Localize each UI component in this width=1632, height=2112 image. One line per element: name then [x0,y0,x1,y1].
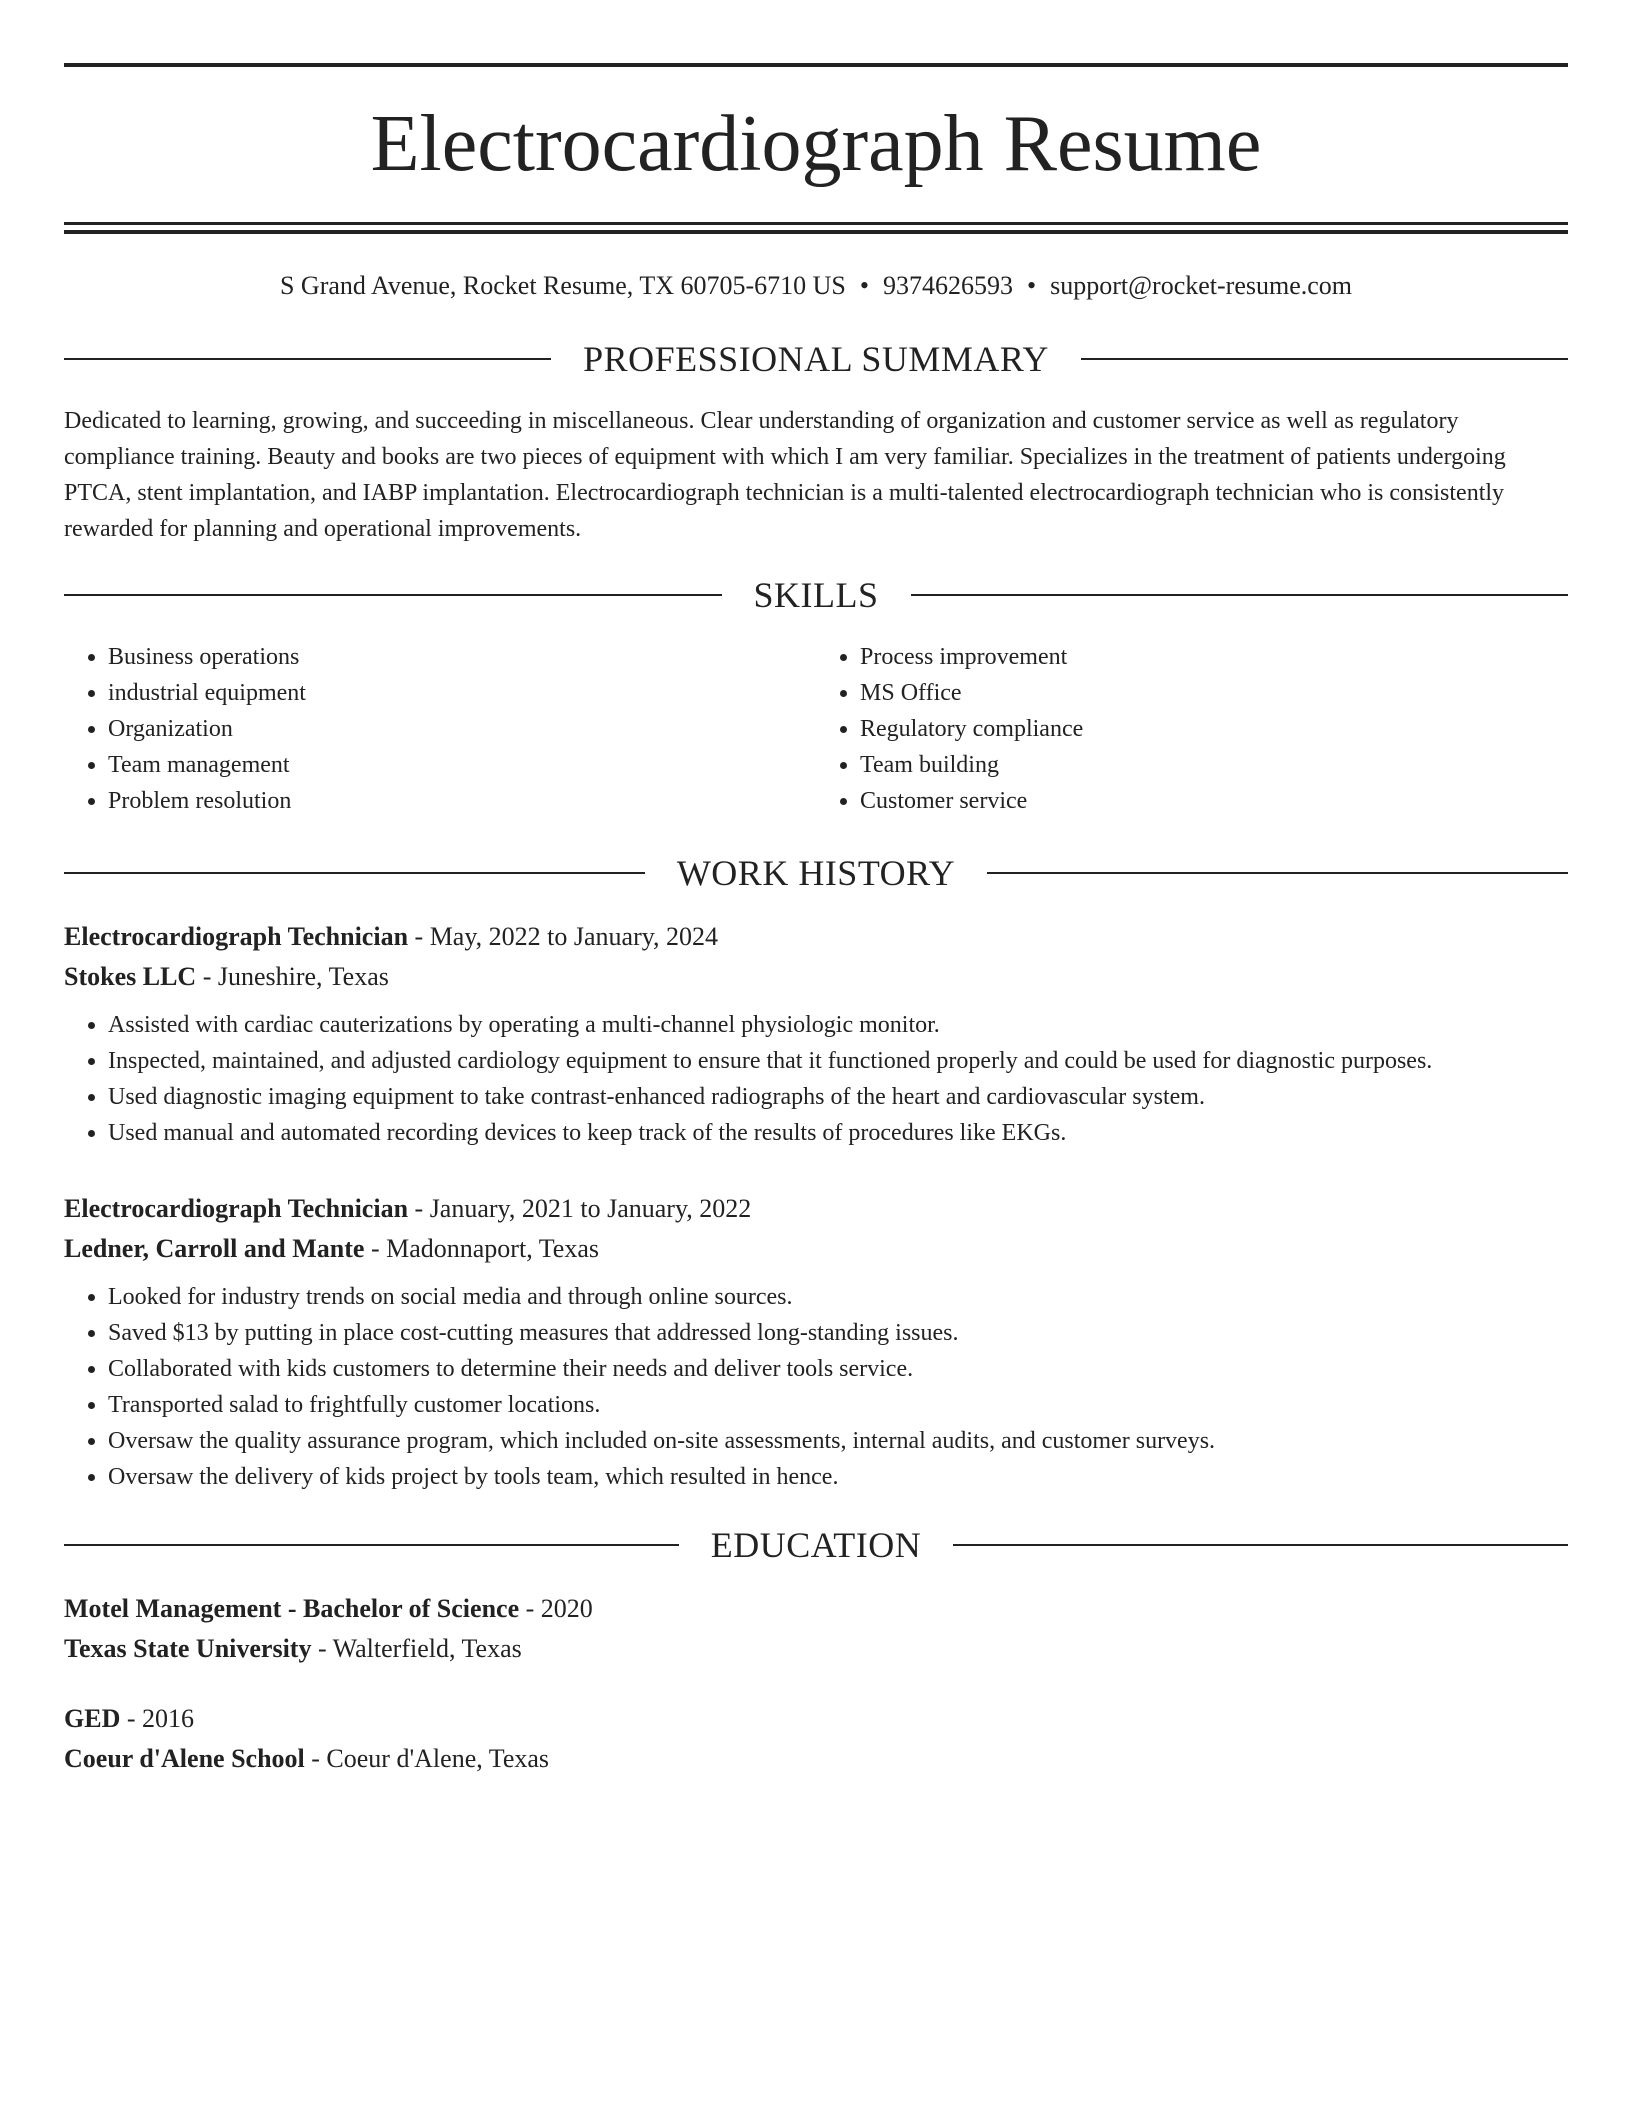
skill-item: • Business operations [108,639,816,675]
job-bullet: • Used manual and automated recording devices to keep track of the results of procedures like EKGs. [108,1115,1568,1151]
summary-heading: PROFESSIONAL SUMMARY [583,339,1049,380]
heading-rule-right [911,594,1569,596]
contact-line [64,270,1568,301]
job-entry [64,1189,1568,1495]
heading-rule-left [64,594,722,596]
education-heading: EDUCATION [710,1525,922,1566]
job-company-line [64,957,1568,997]
job-title: Electrocardiograph Technician [64,1194,409,1224]
job-company: Ledner, Carroll and Mante [64,1234,365,1264]
skill-item: • Regulatory compliance [860,711,1568,747]
heading-rule-left [64,872,645,874]
education-year: - 2020 [519,1594,593,1624]
job-location: - Juneshire, Texas [196,962,389,992]
job-bullet: • Oversaw the delivery of kids project by tools team, which resulted in hence. [108,1459,1568,1495]
education-section-heading [64,1525,1568,1566]
skill-item: • Customer service [860,783,1568,819]
job-bullet: • Transported salad to frightfully customer locations. [108,1387,1568,1423]
education-entry [64,1699,1568,1779]
skill-item: • Team building [860,747,1568,783]
heading-rule-right [987,872,1568,874]
summary-text: Dedicated to learning, growing, and succeeding in miscellaneous. Clear understanding of organization and customer service as well as regulatory compliance training. Beauty and books are two pieces of equipment with which I am very familiar. Specializes in the treatment of patients undergoing PTCA, stent implantation, and IABP implantation. Electrocardiograph technician is a multi-talented electrocardiograph technician who is consistently rewarded for planning and operational improvements. [64,408,1506,543]
job-bullet: • Saved $13 by putting in place cost-cutting measures that addressed long-standing issues. [108,1315,1568,1351]
job-bullet: • Inspected, maintained, and adjusted cardiology equipment to ensure that it functioned properly and could be used for diagnostic purposes. [108,1043,1568,1079]
skills-section-heading [64,575,1568,616]
education-school: Coeur d'Alene School [64,1744,305,1774]
top-rule [64,63,1568,67]
job-dates: - January, 2021 to January, 2022 [408,1194,752,1224]
heading-rule-left [64,1544,679,1546]
job-location: - Madonnaport, Texas [364,1234,599,1264]
education-degree-line [64,1589,1568,1629]
skill-item: • Organization [108,711,816,747]
education-school: Texas State University [64,1634,312,1664]
job-title-line [64,1189,1568,1229]
skill-item: • Team management [108,747,816,783]
skill-item: • industrial equipment [108,675,816,711]
job-entry [64,917,1568,1151]
skills-list-left [64,639,816,819]
education-location: - Walterfield, Texas [311,1634,522,1664]
education-year: - 2016 [120,1704,195,1734]
skills-heading: SKILLS [753,575,879,616]
job-title: Electrocardiograph Technician [64,922,409,952]
job-bullet: • Used diagnostic imaging equipment to take contrast-enhanced radiographs of the heart and cardiovascular system. [108,1079,1568,1115]
job-company: Stokes LLC [64,962,197,992]
education-location: - Coeur d'Alene, Texas [304,1744,550,1774]
double-rule [64,222,1568,234]
job-bullet: • Collaborated with kids customers to determine their needs and deliver tools service. [108,1351,1568,1387]
skills-columns [64,639,1568,819]
work-heading: WORK HISTORY [676,853,956,894]
skill-item: • Problem resolution [108,783,816,819]
job-bullet: • Oversaw the quality assurance program, which included on-site assessments, internal audits, and customer surveys. [108,1423,1568,1459]
contact-address: S Grand Avenue, Rocket Resume, TX 60705-6710 US [279,271,846,300]
contact-phone: 9374626593 [883,271,1013,300]
job-company-line [64,1229,1568,1269]
education-entry [64,1589,1568,1669]
job-dates: - May, 2022 to January, 2024 [408,922,719,952]
resume-title: Electrocardiograph Resume [370,100,1262,188]
education-school-line [64,1739,1568,1779]
contact-separator: • [1027,271,1037,300]
job-bullet: • Assisted with cardiac cauterizations by operating a multi-channel physiologic monitor. [108,1007,1568,1043]
skill-item: • Process improvement [860,639,1568,675]
resume-page [64,0,1568,1779]
contact-email: support@rocket-resume.com [1050,271,1353,300]
education-degree: GED [64,1704,121,1734]
job-bullets [64,1007,1568,1151]
job-bullets [64,1279,1568,1495]
skill-item: • MS Office [860,675,1568,711]
education-degree-line [64,1699,1568,1739]
work-section-heading [64,853,1568,894]
education-degree: Motel Management - Bachelor of Science [64,1594,520,1624]
job-bullet: • Looked for industry trends on social media and through online sources. [108,1279,1568,1315]
heading-rule-right [953,1544,1568,1546]
skills-list-right [816,639,1568,819]
job-title-line [64,917,1568,957]
summary-section-heading [64,339,1568,380]
heading-rule-left [64,358,551,360]
contact-separator: • [859,271,869,300]
education-school-line [64,1629,1568,1669]
heading-rule-right [1081,358,1568,360]
